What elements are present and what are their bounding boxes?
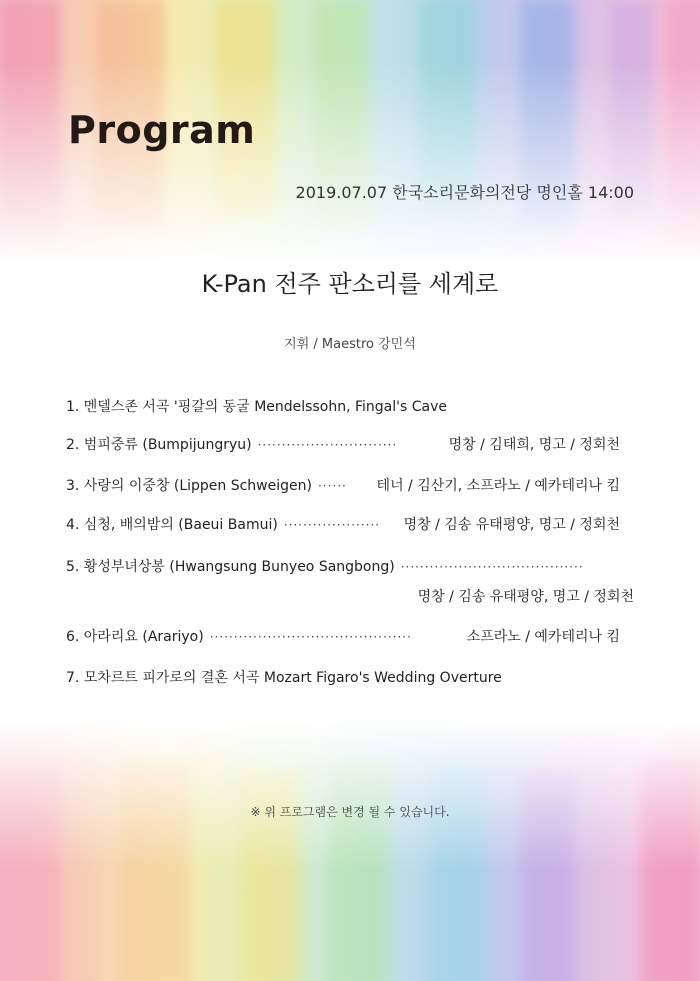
concert-title: K-Pan 전주 판소리를 세계로 [201,270,499,298]
dot-leader: ···················· [283,518,381,532]
dot-leader: ······································ [400,560,584,574]
conductor-line: 지휘 / Maestro 강민석 [284,337,416,352]
program-item-title: 5. 황성부녀상봉 (Hwangsung Bunyeo Sangbong) [66,559,395,575]
program-item-title: 3. 사랑의 이중창 (Lippen Schweigen) [66,478,312,494]
program-item-7 [66,667,502,687]
program-item-2 [66,434,620,454]
date-venue-line: 2019.07.07 한국소리문화의전당 명인홀 14:00 [295,183,634,202]
program-item-performers: 명창 / 김태희, 명고 / 정회천 [448,437,620,453]
dot-leader: ·········································· [209,630,412,644]
dot-leader: ······ [317,479,347,493]
program-item-5 [66,556,620,576]
program-item-performers: 명창 / 김송 유태평양, 명고 / 정회천 [403,517,620,533]
program-item-4 [66,514,620,534]
program-item-title: 7. 모차르트 피가로의 결혼 서곡 Mozart Figaro's Wedding Overture [66,670,502,686]
program-item-performers: 소프라노 / 예카테리나 킴 [466,629,620,645]
program-item-performers: 테너 / 김산기, 소프라노 / 예카테리나 킴 [376,478,620,494]
change-notice: ※ 위 프로그램은 변경 될 수 있습니다. [250,805,450,819]
program-item-3 [66,475,620,495]
page-title: Program [68,108,256,152]
program-item-1 [66,396,447,416]
program-item-5-performers: 명창 / 김송 유태평양, 명고 / 정회천 [417,589,634,605]
program-item-6 [66,626,620,646]
program-item-title: 6. 아라리요 (Arariyo) [66,629,204,645]
program-item-title: 4. 심청, 배의밤의 (Baeui Bamui) [66,517,278,533]
program-item-title: 2. 범피중류 (Bumpijungryu) [66,437,252,453]
dot-leader: ····························· [257,438,398,452]
program-item-title: 1. 멘델스존 서곡 '핑갈의 동굴 Mendelssohn, Fingal's Cave [66,399,447,415]
